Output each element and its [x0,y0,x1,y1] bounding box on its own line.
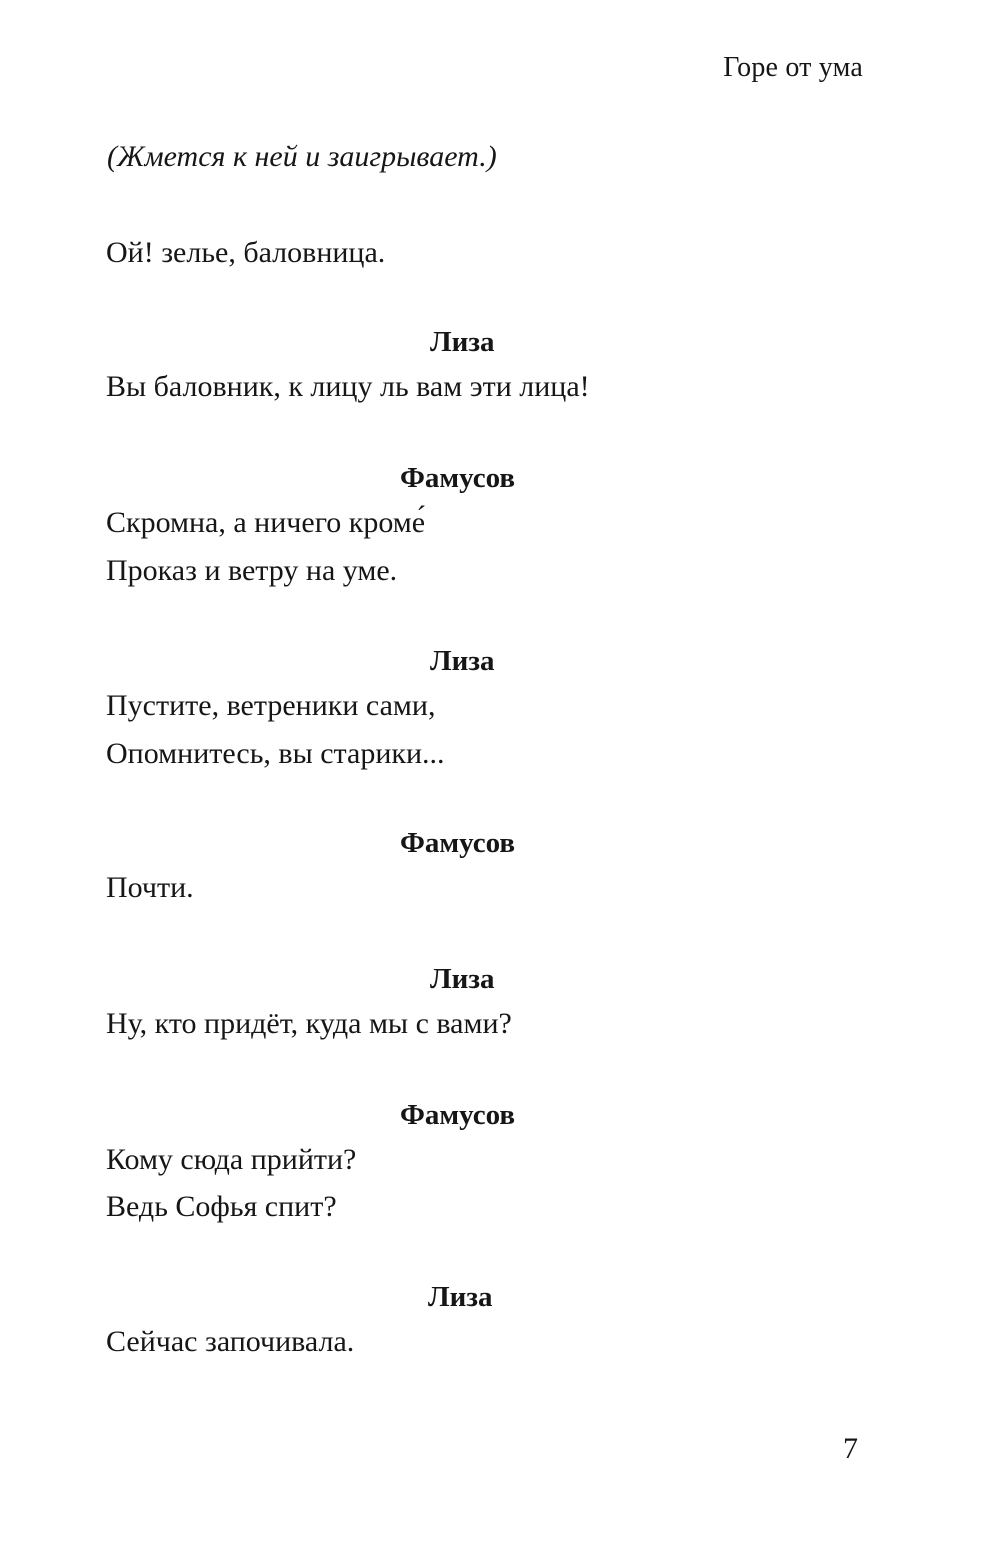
dialogue-line: Пустите, ветреники сами, [106,689,436,722]
dialogue-line: Кому сюда прийти? [106,1143,357,1176]
dialogue-line: Вы баловник, к лицу ль вам эти лица! [106,370,590,403]
dialogue-line: Опомнитесь, вы старики... [106,737,445,770]
speaker-name: Фамусов [400,462,516,494]
speaker-name: Лиза [430,326,495,358]
page-number: 7 [843,1432,858,1465]
running-title: Горе от ума [723,52,863,83]
dialogue-line: Ой! зелье, баловница. [106,236,386,269]
speaker-name: Лиза [428,1281,493,1313]
speaker-name: Лиза [430,645,495,677]
dialogue-line: Скромна, а ничего кроме́ [106,506,426,539]
dialogue-line: Ведь Софья спит? [106,1190,337,1223]
speaker-name: Фамусов [400,827,516,859]
dialogue-line: Почти. [106,871,194,904]
stage-direction: (Жмется к ней и заигрывает.) [107,140,497,173]
dialogue-line: Сейчас започивала. [106,1325,355,1358]
dialogue-line: Ну, кто придёт, куда мы с вами? [106,1007,512,1040]
speaker-name: Лиза [430,963,495,995]
speaker-name: Фамусов [400,1099,516,1131]
dialogue-line: Проказ и ветру на уме. [106,554,398,587]
